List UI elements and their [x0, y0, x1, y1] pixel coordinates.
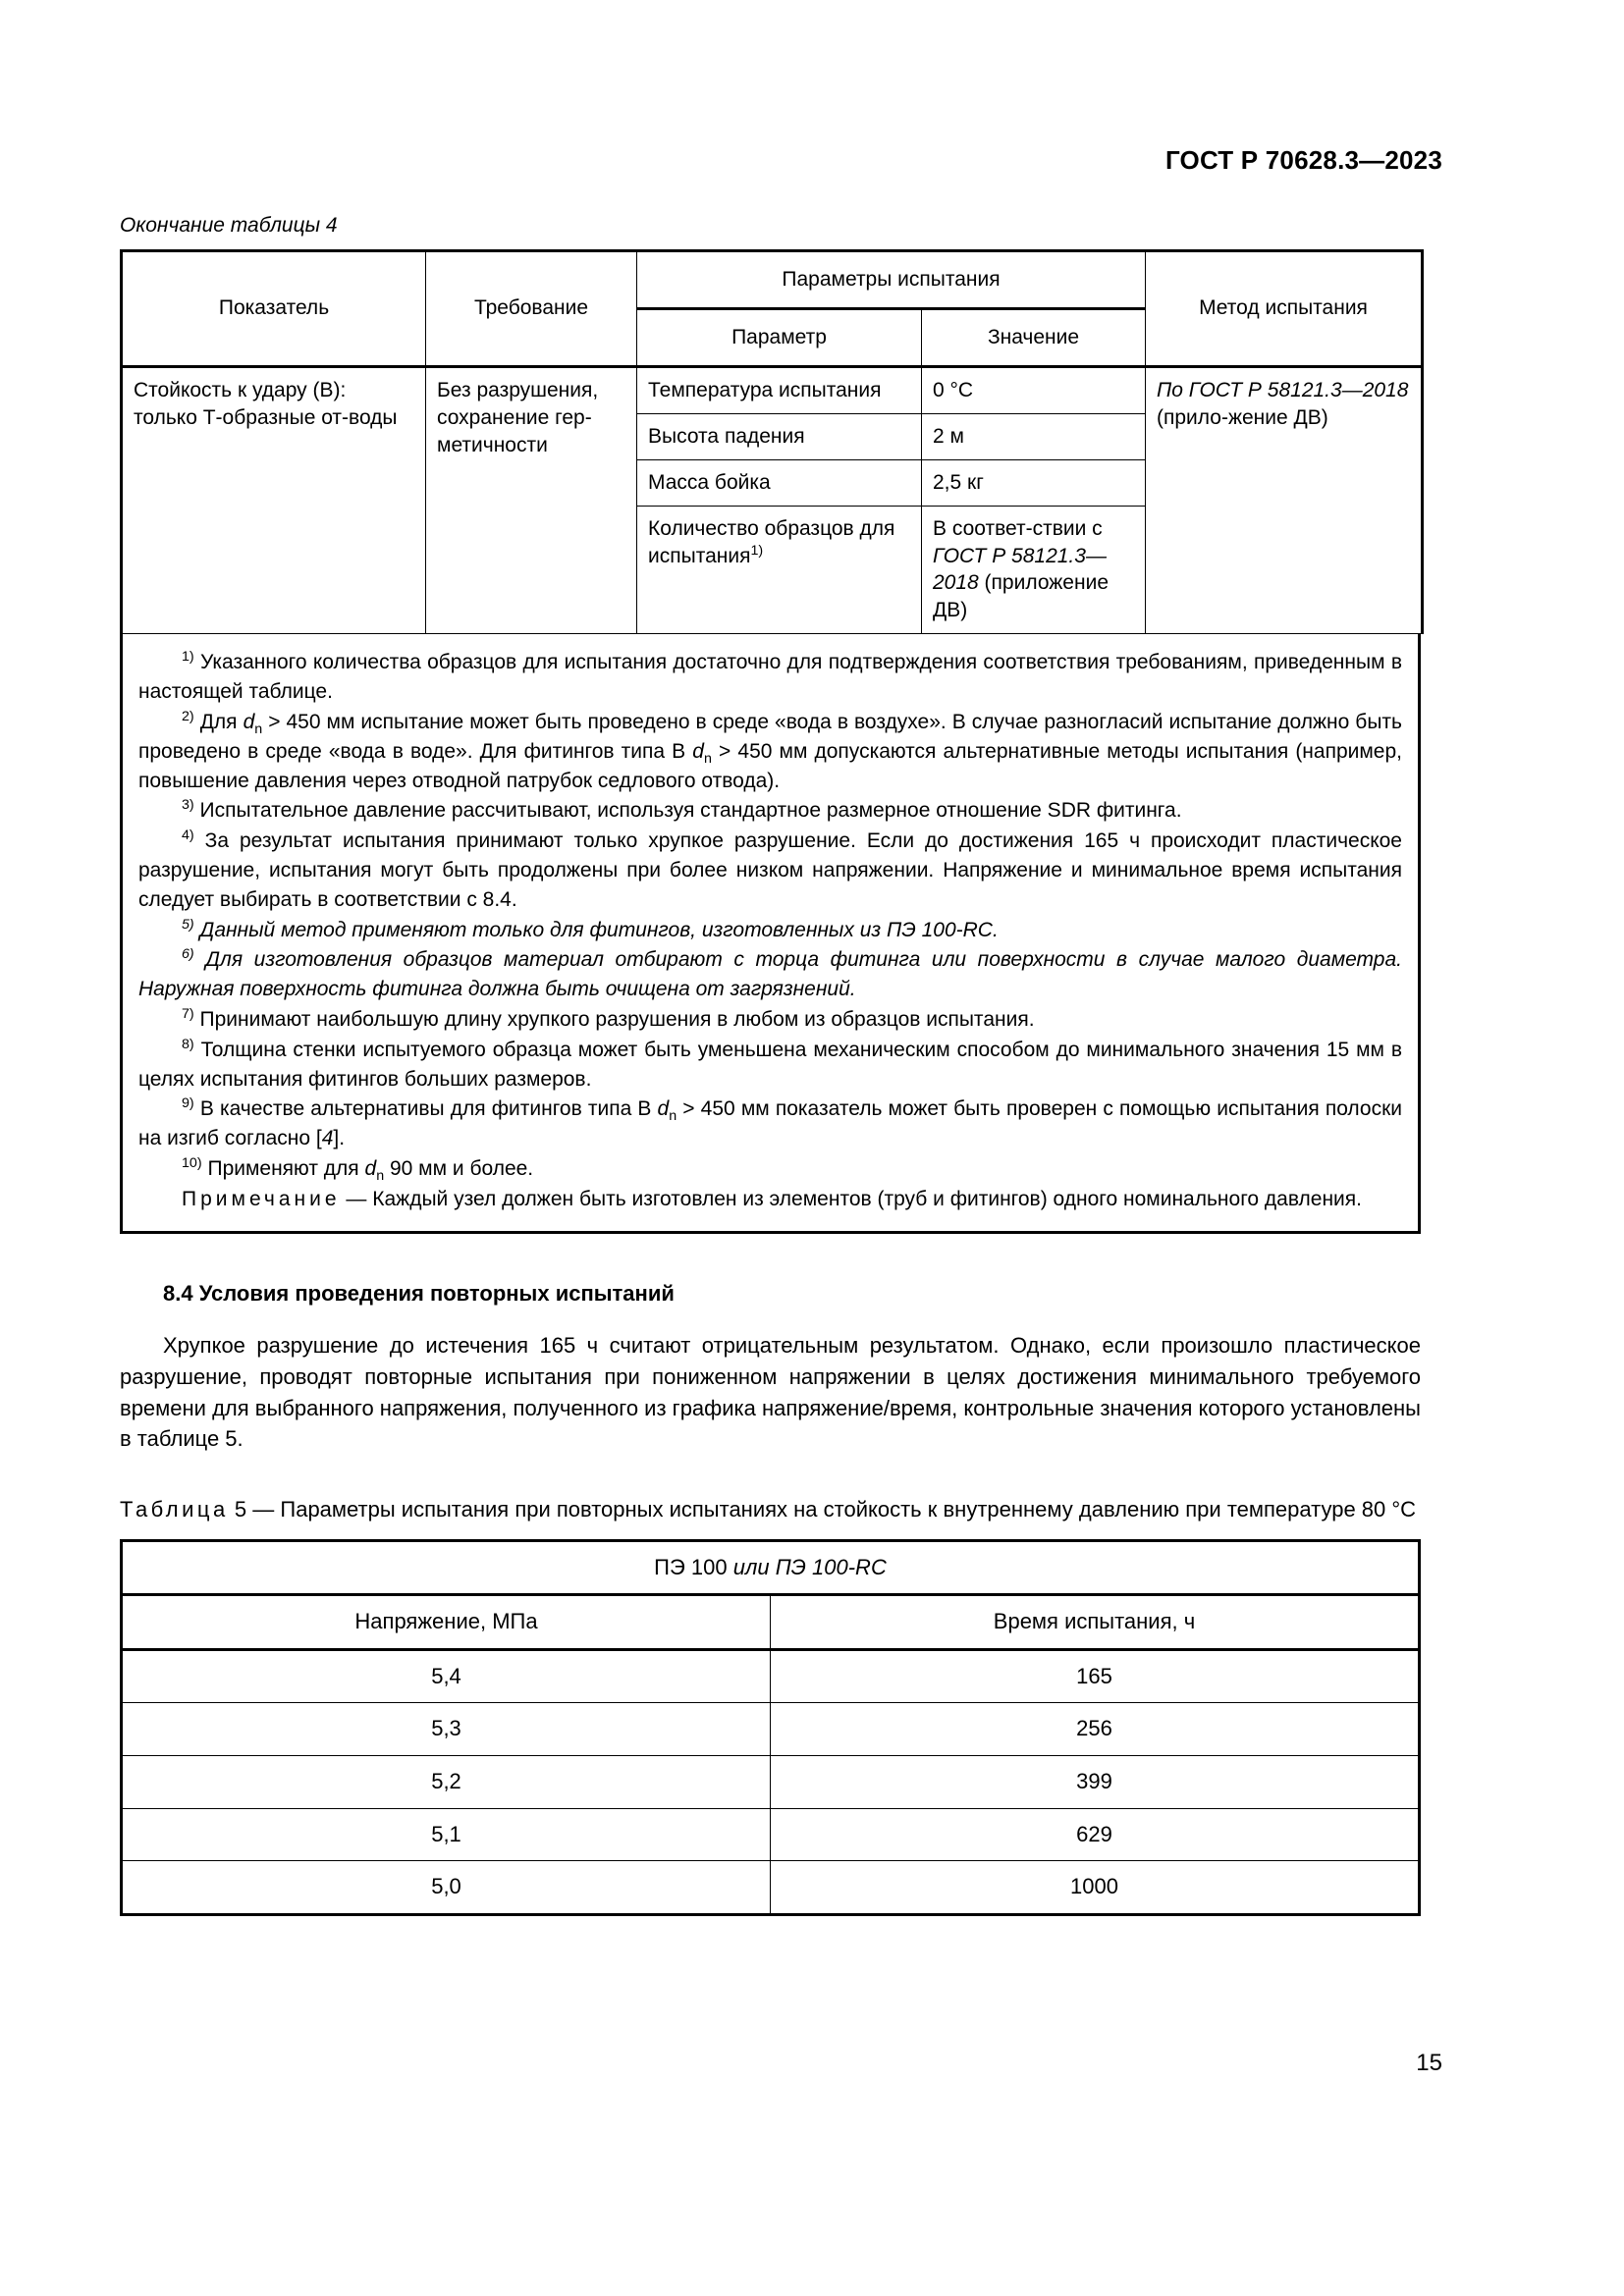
samples-label: Количество образцов для испытания: [648, 516, 895, 567]
cell-time: 399: [771, 1755, 1420, 1808]
footnote-text: Указанного количества образцов для испытания достаточно для подтверждения соответствия требованиям, приведенным в настоящей таблице.: [138, 651, 1402, 704]
method-standard-ref: По ГОСТ Р 58121.3—2018: [1157, 378, 1409, 401]
section-8-4-paragraph: Хрупкое разрушение до истечения 165 ч считают отрицательным результатом. Однако, если произошло пластическое разрушение, проводят повторные испытания при пониженном напряжении в целях достижения минимального требуемого времени для выбранного напряжения, полученного из графика напряжение/время, контрольные значения которого установлены в таблице 5.: [120, 1332, 1421, 1452]
cell-value: 2,5 кг: [922, 459, 1146, 506]
section-8-4-heading: 8.4 Условия проведения повторных испытаний: [163, 1280, 675, 1306]
caption-number: 5: [234, 1497, 247, 1522]
cell-stress: 5,4: [122, 1649, 771, 1703]
footnote-7: [138, 1005, 1402, 1035]
footnote-marker: 7): [182, 1006, 194, 1023]
cell-indicator: Стойкость к удару (В): только Т-образные от-воды: [122, 366, 426, 633]
footnote-marker: 4): [182, 828, 194, 844]
footnote-4: [138, 827, 1402, 914]
samples-value-prefix: В соответ-ствии с: [933, 516, 1103, 540]
table-5: [120, 1539, 1421, 1916]
footnote-marker: 6): [182, 946, 194, 963]
caption-dash: —: [252, 1497, 275, 1522]
cell-parameter: Температура испытания: [637, 366, 922, 413]
cell-parameter-samples: [637, 506, 922, 634]
cell-time: 629: [771, 1808, 1420, 1861]
footnote-10: [138, 1154, 1402, 1184]
footnote-text: Для: [199, 710, 244, 733]
footnote-text: Толщина стенки испытуемого образца может быть уменьшена механическим способом до минимального значения 15 мм в целях испытания фитингов больших размеров.: [138, 1038, 1403, 1091]
th-test-parameters: Параметры испытания: [637, 251, 1146, 309]
footnote-text-end: ].: [333, 1127, 346, 1150]
th-value: Значение: [922, 308, 1146, 366]
footnote-2: [138, 708, 1402, 795]
table-row: [122, 1703, 1420, 1756]
footnote-marker: 3): [182, 797, 194, 814]
footnote-marker: 5): [182, 916, 194, 933]
table-row: [122, 366, 1423, 413]
footnote-9: [138, 1095, 1402, 1153]
footnote-text: Для изготовления образцов материал отбирают с торца фитинга или поверхности в случае малого диаметра. Наружная поверхность фитинга должна быть очищена от загрязнений.: [138, 948, 1402, 1001]
footnote-text: Применяют для: [207, 1157, 365, 1181]
th-test-method: Метод испытания: [1146, 251, 1423, 367]
footnote-text: Данный метод применяют только для фитингов, изготовленных из ПЭ 100-RC.: [199, 918, 999, 941]
page-content: [120, 214, 1421, 1916]
material-label: ПЭ 100: [654, 1554, 733, 1579]
note-text: Каждый узел должен быть изготовлен из элементов (труб и фитингов) одного номинального давления.: [372, 1187, 1362, 1210]
variable-dn: d: [692, 739, 704, 763]
footnote-text: Испытательное давление рассчитывают, используя стандартное размерное отношение SDR фитинга.: [199, 799, 1182, 823]
cell-stress: 5,1: [122, 1808, 771, 1861]
table5-material-row: [122, 1540, 1420, 1595]
footnote-text-cont: > 450 мм испытание может быть проведено в среде «вода в воздухе». В случае разногласий испытание должно быть проведено в среде «вода в воде». Для фитингов типа В: [138, 710, 1402, 763]
footnote-6: [138, 945, 1402, 1004]
cell-time: 165: [771, 1649, 1420, 1703]
footnote-text: В качестве альтернативы для фитингов типа В: [199, 1097, 658, 1121]
table-4: [120, 249, 1424, 634]
footnote-marker: 10): [182, 1155, 202, 1172]
th-indicator: Показатель: [122, 251, 426, 367]
cell-parameter: Масса бойка: [637, 459, 922, 506]
cell-stress: 5,3: [122, 1703, 771, 1756]
cell-requirement: Без разрушения, сохранение гер-метичности: [426, 366, 637, 633]
cell-time: 1000: [771, 1861, 1420, 1915]
cell-stress: 5,0: [122, 1861, 771, 1915]
variable-dn-subscript: n: [376, 1168, 385, 1185]
footnote-text-end: > 450 мм допускаются альтернативные методы испытания (например, повышение давления через отводной патрубок седлового отвода).: [138, 739, 1402, 792]
th-stress: Напряжение, МПа: [122, 1595, 771, 1650]
variable-dn-subscript: n: [703, 750, 712, 767]
caption-label: Таблица: [120, 1497, 229, 1522]
footnote-marker: 9): [182, 1095, 194, 1112]
footnote-5: [138, 916, 1402, 945]
bibliography-ref: 4: [321, 1127, 334, 1150]
table4-header: [122, 251, 1423, 367]
cell-value: 2 м: [922, 413, 1146, 459]
cell-parameter: Высота падения: [637, 413, 922, 459]
table-row: [122, 1808, 1420, 1861]
table-row: [122, 1649, 1420, 1703]
table5-header-row: [122, 1595, 1420, 1650]
th-time: Время испытания, ч: [771, 1595, 1420, 1650]
footnote-8: [138, 1036, 1402, 1095]
variable-dn: d: [243, 710, 255, 733]
footnote-marker: 1): [182, 649, 194, 666]
note-dash: —: [346, 1187, 367, 1210]
footnote-text-cont: > 450 мм показатель может быть проверен с помощью испытания полоски на изгиб согласно [: [138, 1097, 1402, 1150]
cell-test-method: [1146, 366, 1423, 633]
footnote-marker: 2): [182, 708, 194, 724]
cell-value: 0 °C: [922, 366, 1146, 413]
footnote-text: Принимают наибольшую длину хрупкого разрушения в любом из образцов испытания.: [199, 1008, 1035, 1032]
cell-value-samples: [922, 506, 1146, 634]
th-parameter: Параметр: [637, 308, 922, 366]
note-label: Примечание: [182, 1187, 341, 1210]
table5-material-header: [122, 1540, 1420, 1595]
material-alt-label: или ПЭ 100-RC: [732, 1554, 887, 1579]
variable-dn-subscript: n: [254, 721, 263, 738]
table4-note: [138, 1185, 1402, 1214]
cell-stress: 5,2: [122, 1755, 771, 1808]
standard-number-header: ГОСТ Р 70628.3—2023: [1164, 145, 1442, 175]
cell-time: 256: [771, 1703, 1420, 1756]
footnote-3: [138, 796, 1402, 826]
samples-standard-ref: ГОСТ Р 58121.3—2018: [933, 544, 1107, 595]
footnote-1: [138, 648, 1402, 707]
footnote-text: За результат испытания принимают только хрупкое разрушение. Если до достижения 165 ч происходит пластическое разрушение, испытания могут быть продолжены при более низком напряжении. Напряжение и минимальное время испытания следует выбирать в соответствии с 8.4.: [138, 829, 1402, 911]
th-requirement: Требование: [426, 251, 637, 367]
table-row: [122, 1861, 1420, 1915]
variable-dn: d: [657, 1097, 670, 1121]
footnote-ref-1: 1): [750, 542, 764, 559]
footnote-text-end: 90 мм и более.: [384, 1157, 534, 1181]
method-annex: (прило-жение ДВ): [1157, 405, 1328, 429]
table4-continuation-label: Окончание таблицы 4: [120, 214, 338, 237]
table-row: [122, 1755, 1420, 1808]
page-number: 15: [1416, 2050, 1442, 2076]
caption-text: Параметры испытания при повторных испытаниях на стойкость к внутреннему давлению при температуре 80 °C: [280, 1497, 1417, 1522]
footnote-marker: 8): [182, 1036, 194, 1052]
variable-dn-subscript: n: [669, 1108, 677, 1125]
samples-value-suffix: (приложение ДВ): [933, 571, 1109, 622]
table4-body: [122, 366, 1423, 633]
variable-dn: d: [364, 1157, 377, 1181]
table4-footnotes: [120, 634, 1421, 1233]
table5-caption: [120, 1494, 1421, 1524]
